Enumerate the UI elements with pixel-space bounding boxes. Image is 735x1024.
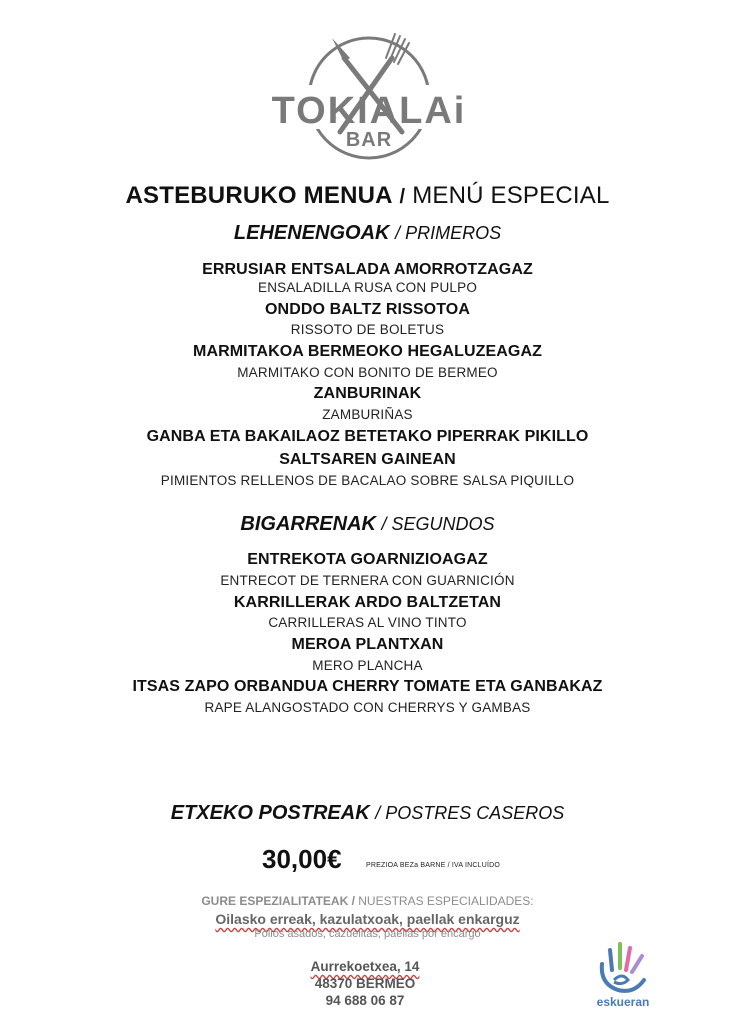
primeros-heading: LEHENENGOAK <box>233 222 390 244</box>
menu-item-translation: RISSOTO DE BOLETUS <box>290 322 445 337</box>
specialities-label-eu: GURE ESPEZIALITATEAK / <box>201 894 355 908</box>
primeros-heading-sub: / PRIMEROS <box>395 223 502 243</box>
menu-item-translation: RAPE ALANGOSTADO CON CHERRYS Y GAMBAS <box>204 700 531 715</box>
hand-icon <box>588 940 658 1000</box>
menu-item-name: ZANBURINAK <box>313 385 422 402</box>
restaurant-logo <box>262 30 477 165</box>
menu-item-translation: PIMIENTOS RELLENOS DE BACALAO SOBRE SALSA PIQUILLO <box>160 473 575 488</box>
menu-item-name: MEROA PLANTXAN <box>291 636 444 653</box>
logo-sub: BAR <box>345 129 393 151</box>
menu-item-name: ERRUSIAR ENTSALADA AMORROTZAGAZ <box>202 261 533 278</box>
menu-title <box>0 182 735 210</box>
menu-item-name: ONDDO BALTZ RISSOTOA <box>265 301 470 318</box>
menu-item-name-line2: SALTSAREN GAINEAN <box>279 451 456 468</box>
specialities-list-es: Pollos asados, cazuelitas, paellas por encargo <box>254 928 481 940</box>
menu-item-name-line1: GANBA ETA BAKAILAOZ BETETAKO PIPERRAK PIKILLO <box>146 428 589 445</box>
specialities-label <box>0 894 735 908</box>
segundos-heading: BIGARRENAK <box>240 513 376 535</box>
section-heading-segundos <box>0 513 735 536</box>
segundos-heading-sub: / SEGUNDOS <box>381 514 495 534</box>
menu-title-separator: / <box>399 186 406 208</box>
menu-title-sub: MENÚ ESPECIAL <box>412 182 610 209</box>
menu-price: 30,00€ <box>262 844 342 874</box>
menu-item-translation: MARMITAKO CON BONITO DE BERMEO <box>237 365 498 380</box>
menu-title-main: ASTEBURUKO MENUA <box>125 182 393 209</box>
menu-item-translation: ENSALADILLA RUSA CON PULPO <box>257 280 478 295</box>
menu-item-name: ENTREKOTA GOARNIZIOAGAZ <box>247 551 488 568</box>
menu-item-translation: CARRILLERAS AL VINO TINTO <box>268 615 467 630</box>
menu-item-translation: ZAMBURIÑAS <box>322 407 413 422</box>
price-note: PREZIOA BEZa BARNE / IVA INCLUÍDO <box>366 862 501 869</box>
address-phone: 94 688 06 87 <box>325 993 405 1008</box>
specialities-list-eu: Oilasko erreak, kazulatxoak, paellak enkarguz <box>215 911 520 927</box>
menu-item-name: MARMITAKOA BERMEOKO HEGALUZEAGAZ <box>193 343 542 360</box>
specialities-label-es: NUESTRAS ESPECIALIDADES: <box>358 894 534 908</box>
postres-heading: ETXEKO POSTREAK <box>170 802 370 824</box>
address-city: 48370 BERMEO <box>314 976 416 991</box>
menu-item-translation: MERO PLANCHA <box>312 658 423 673</box>
eskueran-label: eskueran <box>596 995 650 1009</box>
menu-item-name: ITSAS ZAPO ORBANDUA CHERRY TOMATE ETA GANBAKAZ <box>132 678 603 695</box>
address-street: Aurrekoetxea, 14 <box>310 959 420 974</box>
section-heading-postres <box>0 802 735 825</box>
section-heading-primeros <box>0 222 735 245</box>
menu-item-name: KARRILLERAK ARDO BALTZETAN <box>233 594 502 611</box>
logo-name: TOKIALAi <box>271 90 467 132</box>
menu-item-translation: ENTRECOT DE TERNERA CON GUARNICIÓN <box>220 573 515 588</box>
postres-heading-sub: / POSTRES CASEROS <box>375 803 565 823</box>
logo-graphic <box>262 30 477 165</box>
